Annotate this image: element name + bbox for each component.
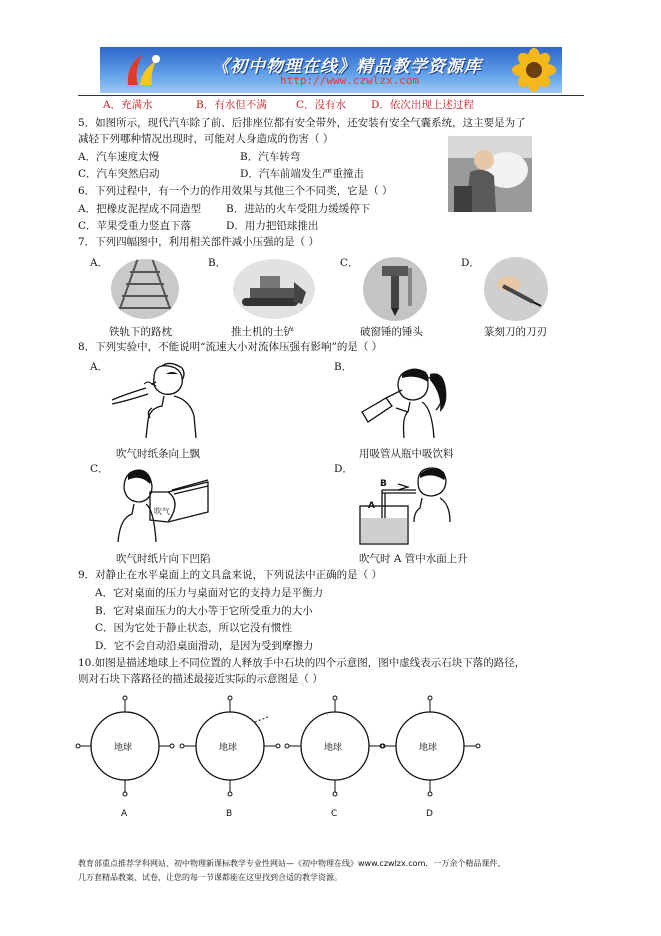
q5-option-c: C．汽车突然启动 [78, 168, 160, 180]
q9-option-d: D．它不会自动沿桌面滑动，是因为受到摩擦力 [95, 640, 314, 652]
q10-stem-line2: 则对石块下落路径的描述最接近实际的示意图是（ ） [78, 673, 323, 685]
q4-option-d: D．依次出现上述过程 [371, 99, 474, 111]
header-rule [78, 95, 584, 96]
q8d-tube-b-label: B [380, 479, 387, 489]
q7-label-d: D． [461, 257, 480, 269]
q5-stem-line1: 5．如图所示，现代汽车除了前、后排座位都有安全带外，还安装有安全气囊系统，这主要是为了 [78, 117, 526, 129]
q4-option-a: A．充满水 [103, 99, 153, 111]
q6-option-d: D．用力把铅球推出 [226, 220, 319, 232]
q8-caption-c: 吹气时纸片向下凹陷 [116, 553, 211, 565]
q9-option-b: B．它对桌面压力的大小等于它所受重力的大小 [95, 605, 313, 617]
q4-option-b: B．有水但不满 [196, 99, 267, 111]
q10-stem-line1: 10.如图是描述地球上不同位置的人释放手中石块的四个示意图，图中虚线表示石块下落的路径， [78, 657, 526, 669]
earth-label-a: 地球 [114, 743, 133, 753]
sunflower-icon [494, 49, 558, 91]
carving-knife-photo [483, 256, 549, 322]
q6-option-a: A．把橡皮泥捏成不同造型 [78, 203, 202, 215]
q7-caption-d: 篆刻刀的刀刃 [484, 326, 547, 338]
q7-caption-b: 推土机的土铲 [231, 326, 294, 338]
q10-label-d: D [426, 809, 433, 819]
earth-diagram-b [180, 696, 280, 796]
q5-stem-line2: 减轻下列哪种情况出现时，可能对人身造成的伤害（ ） [78, 133, 334, 145]
q5-option-d: D．汽车前端发生严重撞击 [240, 168, 364, 180]
q6-option-b: B．进站的火车受阻力缓缓停下 [226, 203, 371, 215]
q9-option-c: C．因为它处于静止状态，所以它没有惯性 [95, 622, 293, 634]
earth-label-c: 地球 [324, 743, 343, 753]
q10-label-b: B [226, 809, 233, 819]
railway-sleeper-photo [110, 258, 180, 320]
q8c-blow-label: 吹气 [154, 507, 170, 516]
q10-label-a: A [121, 809, 128, 819]
q8-label-a: A． [90, 361, 109, 373]
earth-diagram-c [285, 696, 385, 796]
q8-label-c: C． [90, 463, 109, 475]
earth-diagram-a [76, 696, 174, 796]
q7-label-b: B． [208, 257, 227, 269]
blow-paper-sheet-figure [112, 462, 210, 542]
q8-label-b: B． [334, 361, 353, 373]
q7-label-a: A． [90, 257, 109, 269]
q6-option-c: C．苹果受重力竖直下落 [78, 220, 192, 232]
q8-caption-d: 吹气时 A 管中水面上升 [359, 553, 468, 565]
q8-caption-a: 吹气时纸条向上飘 [116, 448, 200, 460]
earth-diagram-d [380, 696, 480, 796]
q6-stem: 6．下列过程中，有一个力的作用效果与其他三个不同类，它是（ ） [78, 185, 393, 197]
q4-option-c: C．没有水 [296, 99, 347, 111]
q8-stem: 8．下列实验中，不能说明“流速大小对流体压强有影响”的是（ ） [78, 341, 383, 353]
q8-label-d: D． [334, 463, 353, 475]
footer-line2: 几万套精品教案、试卷，让您的每一节课都能在这里找到合适的教学资源。 [78, 873, 342, 882]
header-title: 《初中物理在线》精品教学资源库 [212, 57, 482, 77]
header-banner [100, 47, 562, 93]
footer-line1: 教育部重点推荐学科网站、初中物理新课标教学专业性网站—《初中物理在线》www.czwlzx.com．一万余个精品课件、 [78, 859, 506, 868]
q10-label-c: C [331, 809, 338, 819]
airbag-photo [448, 136, 532, 212]
q5-option-b: B．汽车转弯 [240, 151, 301, 163]
site-logo-icon [120, 51, 166, 89]
q8d-tube-a-label: A [368, 501, 375, 511]
q7-caption-c: 破窗锤的锤头 [360, 326, 423, 338]
window-breaker-hammer-photo [362, 256, 428, 322]
blow-paper-strip-figure [112, 360, 202, 438]
q7-label-c: C． [340, 257, 359, 269]
a-tube-water-figure [354, 460, 454, 546]
q8-caption-b: 用吸管从瓶中吸饮料 [359, 448, 454, 460]
earth-diagrams [80, 694, 480, 824]
q5-option-a: A．汽车速度太慢 [78, 151, 160, 163]
q7-stem: 7．下列四幅图中，利用相关部件减小压强的是（ ） [78, 236, 320, 248]
q9-option-a: A．它对桌面的压力与桌面对它的支持力是平衡力 [95, 587, 324, 599]
q7-caption-a: 铁轨下的路枕 [109, 326, 172, 338]
bulldozer-photo [232, 258, 316, 320]
earth-label-b: 地球 [219, 743, 238, 753]
q9-stem: 9．对静止在水平桌面上的文具盒来说，下列说法中正确的是（ ） [78, 569, 383, 581]
header-url[interactable]: http://www.czwlzx.com [280, 74, 420, 87]
earth-label-d: 地球 [419, 743, 438, 753]
straw-drink-figure [356, 360, 452, 438]
